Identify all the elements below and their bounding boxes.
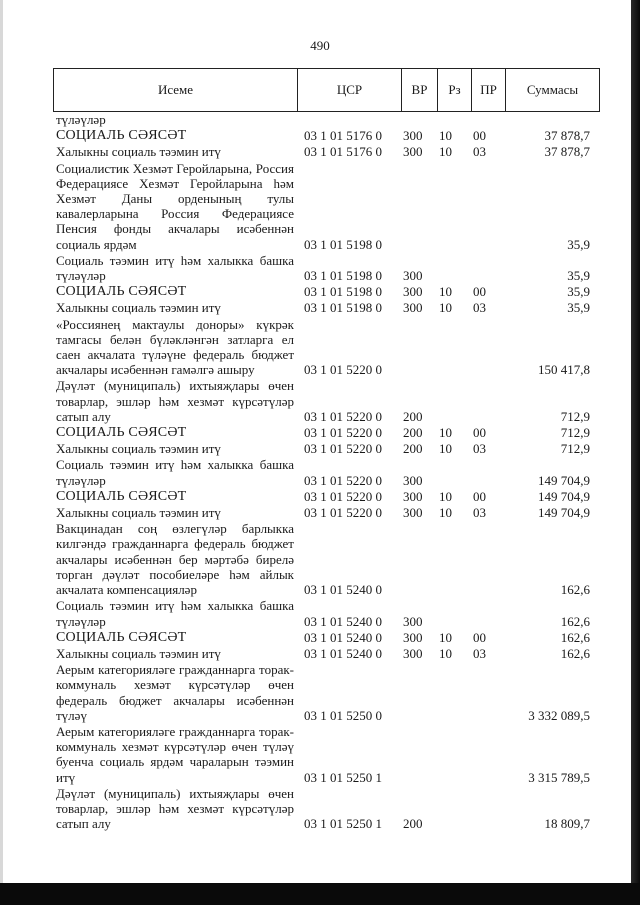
table-row — [56, 300, 596, 315]
row-rz: 10 — [439, 488, 452, 504]
row-vr: 300 — [403, 268, 423, 284]
row-vr: 300 — [403, 284, 423, 300]
table-row — [56, 161, 596, 252]
row-sum: 712,9 — [560, 425, 590, 441]
row-pr: 03 — [473, 144, 486, 160]
row-sum: 149 704,9 — [538, 505, 590, 521]
row-rz: 10 — [439, 425, 452, 441]
row-csr: 03 1 01 5240 0 — [304, 629, 382, 645]
row-name: Халыкны социаль тәэмин итү — [56, 300, 221, 316]
row-name: СОЦИАЛЬ СӘЯСӘТ — [56, 629, 187, 645]
row-csr: 03 1 01 5250 1 — [304, 769, 382, 785]
row-vr: 300 — [403, 645, 423, 661]
row-csr: 03 1 01 5198 0 — [304, 268, 382, 284]
row-name: Аерым категорияләге гражданнарга торак-коммуналь хезмәт күрсәтүләр өчен түләү буенча социаль ярдәм чараларын тәэмин итү — [56, 723, 294, 785]
row-csr: 03 1 01 5220 0 — [304, 441, 382, 457]
table-row — [56, 521, 596, 597]
row-sum: 149 704,9 — [538, 472, 590, 488]
row-csr: 03 1 01 5198 0 — [304, 284, 382, 300]
header-vr: ВР — [402, 69, 438, 112]
table-row — [56, 662, 596, 723]
header-name: Исеме — [54, 69, 298, 112]
row-sum: 150 417,8 — [538, 362, 590, 378]
row-rz: 10 — [439, 300, 452, 316]
row-pr: 00 — [473, 128, 486, 144]
row-name: СОЦИАЛЬ СӘЯСӘТ — [56, 488, 187, 504]
row-rz: 10 — [439, 629, 452, 645]
table-row — [56, 128, 596, 143]
table-row — [56, 630, 596, 645]
row-name: Социаль тәэмин итү һәм халыкка башка түләүләр — [56, 598, 294, 629]
row-csr: 03 1 01 5240 0 — [304, 582, 382, 598]
row-rz: 10 — [439, 505, 452, 521]
row-sum: 712,9 — [560, 408, 590, 424]
table-row — [56, 112, 596, 127]
row-vr: 300 — [403, 128, 423, 144]
row-pr: 00 — [473, 488, 486, 504]
row-vr: 300 — [403, 505, 423, 521]
row-vr: 300 — [403, 472, 423, 488]
row-csr: 03 1 01 5220 0 — [304, 505, 382, 521]
row-rz: 10 — [439, 645, 452, 661]
table-row — [56, 144, 596, 159]
row-name: түләүләр — [56, 112, 106, 127]
row-name: Халыкны социаль тәэмин итү — [56, 505, 221, 521]
row-name: Социаль тәэмин итү һәм халыкка башка түләүләр — [56, 457, 294, 488]
row-sum: 3 315 789,5 — [528, 769, 590, 785]
row-name: Дәүләт (муниципаль) ихтыяҗлары өчен товарлар, эшләр һәм хезмәт күрсәтүләр сатып алу — [56, 785, 294, 832]
row-csr: 03 1 01 5176 0 — [304, 144, 382, 160]
row-vr: 200 — [403, 425, 423, 441]
scan-edge-bottom — [0, 883, 640, 905]
row-name: Дәүләт (муниципаль) ихтыяҗлары өчен товарлар, эшләр һәм хезмәт күрсәтүләр сатып алу — [56, 378, 294, 424]
row-vr: 300 — [403, 300, 423, 316]
scan-edge-right — [631, 0, 640, 905]
row-vr: 300 — [403, 629, 423, 645]
row-name: Вакцинадан соң өзлегүләр барлыкка килгәндә гражданнарга федераль бюджет акчалары исәбеннән бер мәртәбә бирелә торган дәүләт пособиеләре һәм айлык акчалата компенсацияләр — [56, 521, 294, 598]
row-rz: 10 — [439, 441, 452, 457]
row-sum: 35,9 — [567, 300, 590, 316]
row-csr: 03 1 01 5240 0 — [304, 613, 382, 629]
table-row — [56, 646, 596, 661]
header-pr: ПР — [472, 69, 506, 112]
table-row — [56, 425, 596, 440]
row-pr: 03 — [473, 441, 486, 457]
row-pr: 00 — [473, 425, 486, 441]
row-sum: 37 878,7 — [544, 128, 590, 144]
row-pr: 00 — [473, 284, 486, 300]
row-name: СОЦИАЛЬ СӘЯСӘТ — [56, 284, 187, 300]
row-sum: 162,6 — [560, 629, 590, 645]
table-row — [56, 786, 596, 832]
table-row — [56, 505, 596, 520]
row-sum: 35,9 — [567, 236, 590, 252]
row-sum: 3 332 089,5 — [528, 707, 590, 723]
row-sum: 149 704,9 — [538, 488, 590, 504]
row-vr: 300 — [403, 488, 423, 504]
table-body — [56, 112, 596, 831]
table-header — [53, 68, 600, 112]
header-csr: ЦСР — [298, 69, 402, 112]
row-vr: 200 — [403, 816, 423, 832]
row-vr: 300 — [403, 613, 423, 629]
table-row — [56, 489, 596, 504]
row-csr: 03 1 01 5220 0 — [304, 362, 382, 378]
table-row — [56, 724, 596, 785]
row-name: «Россиянең мактаулы доноры» күкрәк тамгасы белән бүләкләнгән затларга ел саен акчалата түләүне федераль бюджет акчалары исәбеннән гамәлгә ашыру — [56, 316, 294, 378]
row-sum: 18 809,7 — [544, 816, 590, 832]
scan-edge-left — [0, 0, 3, 905]
row-name: Халыкны социаль тәэмин итү — [56, 645, 221, 661]
row-rz: 10 — [439, 284, 452, 300]
page-number: 490 — [310, 38, 330, 53]
row-name: Социалистик Хезмәт Геройларына, Россия Федерациясе Хезмәт Геройларына һәм Хезмәт Даны орденының тулы кавалерларына Россия Федерациясе Пенсия фонды акчалары исәбеннән социаль ярдәм — [56, 160, 294, 252]
row-csr: 03 1 01 5198 0 — [304, 300, 382, 316]
table-row — [56, 457, 596, 487]
row-sum: 35,9 — [567, 268, 590, 284]
row-name: Халыкны социаль тәэмин итү — [56, 441, 221, 457]
row-vr: 200 — [403, 441, 423, 457]
header-rz: Рз — [438, 69, 472, 112]
row-vr: 300 — [403, 144, 423, 160]
table-row — [56, 253, 596, 283]
row-csr: 03 1 01 5176 0 — [304, 128, 382, 144]
row-sum: 712,9 — [560, 441, 590, 457]
row-csr: 03 1 01 5198 0 — [304, 236, 382, 252]
row-sum: 162,6 — [560, 645, 590, 661]
row-csr: 03 1 01 5220 0 — [304, 488, 382, 504]
row-pr: 00 — [473, 629, 486, 645]
row-name: СОЦИАЛЬ СӘЯСӘТ — [56, 425, 187, 441]
table-row — [56, 378, 596, 424]
row-sum: 35,9 — [567, 284, 590, 300]
row-rz: 10 — [439, 144, 452, 160]
row-name: Аерым категорияләге гражданнарга торак-коммуналь хезмәт күрсәтүләр өчен федераль бюджет акчалары исәбеннән түләү — [56, 662, 294, 723]
row-name: СОЦИАЛЬ СӘЯСӘТ — [56, 128, 187, 144]
row-name: Халыкны социаль тәэмин итү — [56, 144, 221, 160]
row-csr: 03 1 01 5220 0 — [304, 408, 382, 424]
row-vr: 200 — [403, 408, 423, 424]
table-row — [56, 441, 596, 456]
row-sum: 162,6 — [560, 582, 590, 598]
row-sum: 162,6 — [560, 613, 590, 629]
row-csr: 03 1 01 5220 0 — [304, 472, 382, 488]
row-name: Социаль тәэмин итү һәм халыкка башка түләүләр — [56, 252, 294, 284]
row-rz: 10 — [439, 128, 452, 144]
row-csr: 03 1 01 5250 1 — [304, 816, 382, 832]
row-csr: 03 1 01 5240 0 — [304, 645, 382, 661]
header-sum: Суммасы — [506, 69, 600, 112]
row-pr: 03 — [473, 300, 486, 316]
table-row — [56, 598, 596, 628]
table-row — [56, 284, 596, 299]
row-sum: 37 878,7 — [544, 144, 590, 160]
row-csr: 03 1 01 5250 0 — [304, 707, 382, 723]
table-row — [56, 317, 596, 378]
row-pr: 03 — [473, 505, 486, 521]
row-pr: 03 — [473, 645, 486, 661]
row-csr: 03 1 01 5220 0 — [304, 425, 382, 441]
